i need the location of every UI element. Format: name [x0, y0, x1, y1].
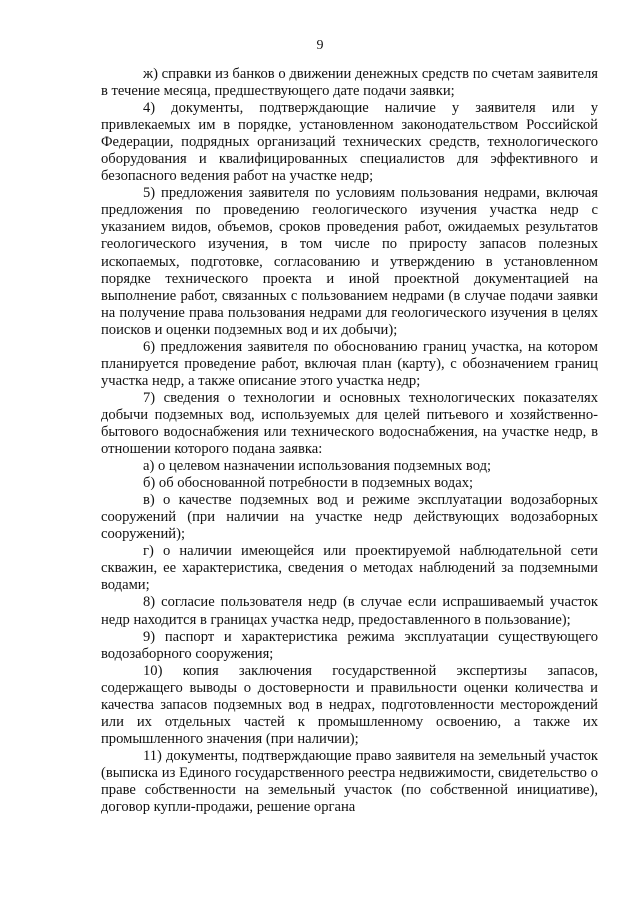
paragraph-item-8: 8) согласие пользователя недр (в случае если испрашиваемый участок недр находится в границах участка недр, предоставленного в пользование);: [101, 594, 598, 628]
paragraph-item-7: 7) сведения о технологии и основных технологических показателях добычи подземных вод, используемых для целей питьевого и хозяйственно-бытового водоснабжения или технического водоснабжения, на участке недр, в отношении которого подана заявка:: [101, 389, 598, 458]
paragraph-item-zh: ж) справки из банков о движении денежных средств по счетам заявителя в течение месяца, предшествующего дате подачи заявки;: [101, 66, 598, 100]
paragraph-item-10: 10) копия заключения государственной экспертизы запасов, содержащего выводы о достоверности и правильности оценки количества и качества запасов подземных вод в недрах, подготовленности месторождений или их отдельных частей к промышленному освоению, а также их промышленного значения (при наличии);: [101, 662, 598, 747]
paragraph-item-4: 4) документы, подтверждающие наличие у заявителя или у привлекаемых им в порядке, установленном законодательством Российской Федерации, подрядных организаций технических средств, технологического оборудования и квалифицированных специалистов для эффективного и безопасного ведения работ на участке недр;: [101, 100, 598, 185]
paragraph-subitem-v: в) о качестве подземных вод и режиме эксплуатации водозаборных сооружений (при наличии на участке недр действующих водозаборных сооружений);: [101, 492, 598, 543]
paragraph-subitem-b: б) об обоснованной потребности в подземных водах;: [143, 475, 474, 492]
document-body: [101, 66, 598, 816]
paragraph-item-6: 6) предложения заявителя по обоснованию границ участка, на котором планируется проведение работ, включая план (карту), с обозначением границ участка недр, а также описание этого участка недр;: [101, 338, 598, 389]
paragraph-item-9: 9) паспорт и характеристика режима эксплуатации существующего водозаборного сооружения;: [101, 628, 598, 662]
paragraph-subitem-a: а) о целевом назначении использования подземных вод;: [143, 458, 492, 475]
page-number: 9: [316, 38, 324, 53]
paragraph-item-5: 5) предложения заявителя по условиям пользования недрами, включая предложения по проведению геологического изучения участка недр с указанием видов, объемов, сроков проведения работ, ожидаемых результатов геологического изучения, в том числе по приросту запасов полезных ископаемых, подготовке, согласованию и утверждению в установленном порядке технического проекта и иной проектной документацией на выполнение работ, связанных с пользованием недрами (в случае подачи заявки на получение права пользования недрами для геологического изучения в целях поисков и оценки подземных вод и их добычи);: [101, 185, 598, 338]
paragraph-subitem-g: г) о наличии имеющейся или проектируемой наблюдательной сети скважин, ее характеристика, сведения о методах наблюдений за подземными водами;: [101, 543, 598, 594]
paragraph-item-11: 11) документы, подтверждающие право заявителя на земельный участок (выписка из Единого государственного реестра недвижимости, свидетельство о праве собственности на земельный участок (по собственной инициативе), договор купли-продажи, решение органа: [101, 747, 598, 816]
